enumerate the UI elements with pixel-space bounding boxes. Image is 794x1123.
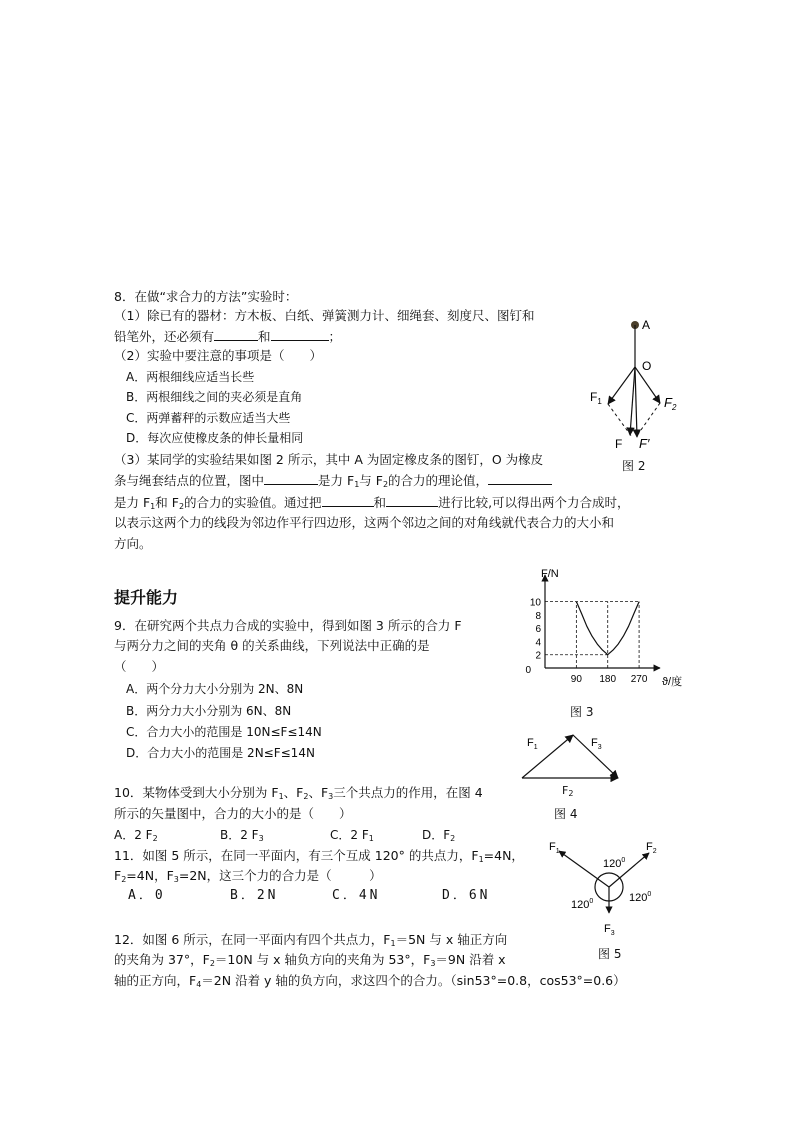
q9-option-a: A．两个分力大小分别为 2N、8N	[126, 682, 304, 696]
label-f1: $F_1$	[590, 390, 602, 406]
label-f1: $F_1$	[527, 737, 538, 751]
section-title: 提升能力	[114, 588, 179, 607]
vector-f1	[559, 851, 609, 887]
q9-option-c: C．合力大小的范围是 10N≤F≤14N	[126, 725, 322, 739]
label-f2: $F_2$	[646, 841, 657, 855]
q9-option-b: B．两分力大小分别为 6N、8N	[126, 704, 292, 718]
q8-option-b: B．两根细线之间的夹必须是直角	[126, 390, 303, 404]
figure-3-caption: 图 3	[570, 705, 594, 719]
q11-option-c: C．4N	[332, 888, 381, 903]
label-f1: $F_1$	[549, 841, 560, 855]
y-tick-label: 6	[535, 624, 541, 636]
label-f3: $F_3$	[604, 923, 615, 937]
q8-part3-line2: 条与绳套结点的位置，图中 是力 $F_1$与 $F_2$的合力的理论值，	[114, 472, 552, 493]
q12-line2: 的夹角为 37°，$F_2=10N$ 与 x 轴负方向的夹角为 53°，$F_3=9N$ 沿着 x	[114, 952, 506, 968]
q8-option-a: A．两根细线应适当长些	[126, 370, 255, 384]
q8-part1-line2: 铅笔外，还必须有 和 ；	[114, 329, 342, 344]
answer-blank[interactable]	[386, 494, 438, 507]
y-tick-label: 10	[529, 597, 541, 609]
q11-option-d: D．6N	[442, 888, 491, 903]
answer-blank[interactable]	[264, 472, 318, 485]
label-f-prime: F′	[639, 436, 650, 451]
q12-line1: 12．如图 6 所示，在同一平面内有四个共点力，$F_1=5N$ 与 x 轴正方向	[114, 932, 508, 948]
dashed-edge	[608, 404, 632, 437]
answer-blank[interactable]	[271, 328, 329, 341]
angle-label-top: $120^0$	[603, 857, 626, 870]
q9-option-d: D．合力大小的范围是 2N≤F≤14N	[126, 746, 315, 760]
q9-line2: 与两分力之间的夹角 θ 的关系曲线，下列说法中正确的是	[114, 638, 430, 653]
x-tick-label: 180	[599, 674, 617, 685]
y-axis-label: F/N	[541, 568, 559, 580]
q9-line3: （ ）	[114, 659, 165, 674]
dashed-edge	[636, 403, 660, 437]
label-f2: $F_2$	[664, 395, 677, 412]
label-f: F	[615, 437, 623, 451]
q8-option-d: D．每次应使橡皮条的伸长量相同	[126, 431, 304, 445]
q11-option-b: B．2N	[230, 888, 279, 903]
answer-blank[interactable]	[488, 472, 552, 485]
q11-line2: $F_2=4N$，$F_3=2N$，这三个力的合力是（ ）	[114, 868, 382, 884]
label-a: A	[642, 318, 651, 332]
q10-line2: 所示的矢量图中，合力的大小的是（ ）	[114, 806, 352, 821]
origin-label: 0	[525, 665, 531, 676]
q8-part3-line4: 以表示这两个力的线段为邻边作平行四边形，这两个邻边之间的对角线就代表合力的大小和	[114, 515, 615, 530]
figure-3-chart	[515, 565, 685, 695]
figure-2-caption: 图 2	[622, 459, 646, 473]
figure-5	[545, 835, 675, 935]
y-tick-label: 8	[535, 610, 541, 622]
q10-option-d: D．$F_2$	[422, 828, 456, 843]
q11-option-a: A．0	[128, 888, 166, 903]
y-tick-label: 4	[535, 637, 541, 649]
q8-part2: （2）实验中要注意的事项是（ ）	[114, 348, 322, 363]
q10-line1: 10．某物体受到大小分别为 $F_1$、$F_2$、$F_3$三个共点力的作用，在图 4	[114, 785, 483, 801]
x-axis-label: ϑ/度	[662, 676, 683, 688]
figure-4	[515, 728, 630, 790]
q12-line3: 轴的正方向，$F_4=2N$ 沿着 y 轴的负方向，求这四个的合力。（sin53°=0.8，cos53°=0.6）	[114, 973, 626, 989]
q8-title: 8．在做“求合力的方法”实验时：	[114, 289, 298, 304]
q8-part3-line3: 是力 $F_1$和 $F_2$的合力的实验值。通过把 和 进行比较,可以得出两个力合成时，	[114, 495, 630, 511]
x-tick-label: 270	[630, 674, 648, 685]
vector-f1	[608, 367, 635, 404]
figure-5-caption: 图 5	[598, 947, 622, 961]
q10-option-a: A．2 $F_2$	[114, 828, 158, 843]
q8-part3-line1: （3）某同学的实验结果如图 2 所示，其中 A 为固定橡皮条的图钉，O 为橡皮	[114, 452, 544, 467]
label-o: O	[642, 359, 652, 373]
answer-blank[interactable]	[322, 494, 374, 507]
q9-line1: 9．在研究两个共点力合成的实验中，得到如图 3 所示的合力 F	[114, 618, 462, 633]
label-f3: $F_3$	[591, 737, 602, 751]
vector-f-prime	[635, 367, 637, 437]
answer-blank[interactable]	[214, 328, 258, 341]
q8-part1-line1: （1）除已有的器材：方木板、白纸、弹簧测力计、细绳套、刻度尺、图钉和	[114, 308, 535, 323]
q11-line1: 11．如图 5 所示，在同一平面内，有三个互成 120° 的共点力，$F_1=4N$，	[114, 848, 524, 864]
vector-f	[630, 367, 635, 435]
angle-label-left: $120^0$	[571, 898, 594, 911]
figure-4-caption: 图 4	[554, 807, 578, 821]
y-tick-label: 2	[535, 650, 541, 662]
angle-label-right: $120^0$	[629, 891, 652, 904]
q8-option-c: C．两弹蓄秤的示数应适当大些	[126, 411, 291, 425]
x-tick-label: 90	[570, 674, 582, 685]
q8-part3-line5: 方向。	[114, 536, 152, 551]
q10-option-c: C．2 $F_1$	[330, 828, 374, 843]
q10-option-b: B．2 $F_3$	[220, 828, 264, 843]
figure-2	[580, 315, 690, 475]
label-f2: $F_2$	[562, 784, 574, 798]
